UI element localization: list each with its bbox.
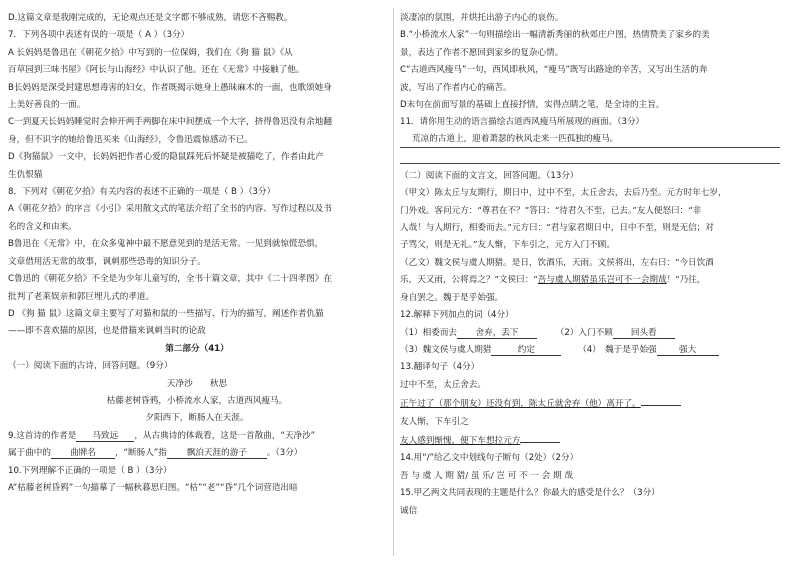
q9-answer-author: 马致远 bbox=[76, 430, 134, 442]
q8-option-d-line1: D 《狗 猫 鼠》这篇文章主要写了对猫和鼠的一些描写、行为的描写，阐述作者仇猫 bbox=[8, 308, 324, 319]
q8-option-c-line2: 批判了老莱娱亲和郭巨埋儿式的孝道。 bbox=[8, 291, 155, 302]
q8-option-d-line2: ——即不喜欢猫的原因，也是借猫来讽刺当时的论敌 bbox=[8, 326, 206, 337]
q11-stem: 11．请你用生动的语言描绘古道西风瘦马所展现的画面。（3分） bbox=[400, 117, 645, 128]
yi-line2-prefix: 乐，天又雨，公将焉之？”文侯曰：“ bbox=[400, 275, 538, 286]
q15-stem: 15.甲乙两文共同表现的主题是什么？你最大的感受是什么？（3分） bbox=[400, 488, 660, 499]
q9-middle2: ，“断肠人”指 bbox=[114, 448, 167, 459]
q13-stem: 13.翻译句子（4分） bbox=[400, 362, 480, 373]
q8-option-b-line2: 文章借用活无常的故事，讽刺那些恐毒的知识分子。 bbox=[8, 256, 206, 267]
q12-item4-answer: 强大 bbox=[657, 344, 719, 356]
q8-option-c-line1: C鲁迅的《朝花夕拾》不全是为少年儿童写的，全书十篇文章，其中《二十四孝图》在 bbox=[8, 274, 332, 285]
q12-item2-answer: 回头看 bbox=[613, 327, 675, 339]
yi-text-line1: （乙文）魏文侯与虞人期猎。是日，饮酒乐，天雨。文侯将出，左右曰：“今日饮酒 bbox=[400, 257, 714, 268]
column-divider bbox=[393, 8, 394, 556]
q9-prefix: 9.这首诗的作者是 bbox=[8, 430, 77, 441]
q8-option-b-line1: B鲁迅在《无常》中，在众多鬼神中最不愿意见到的是活无常。一见到就惊慌恐惧， bbox=[8, 239, 324, 250]
q7-option-c-line1: C一到夏天长妈妈睡觉时会伸开两手两脚在床中间摆成一个大字，挤得鲁迅没有余地翻 bbox=[8, 117, 332, 128]
q10-option-c-line2: 波，写出了作者内心的痛苦。 bbox=[400, 82, 512, 93]
q7-option-b-line1: B长妈妈是深受封建思想毒害的妇女，作者既揭示她身上愚昧麻木的一面，也歌颂她身 bbox=[8, 82, 332, 93]
q9-end: 。（3分） bbox=[266, 448, 303, 459]
section-two-heading: （二）阅读下面的文言文，回答问题。（13分） bbox=[400, 170, 579, 181]
q7-option-a-line2: 百草园到三味书屋》《阿长与山海经》中认识了他。还在《无常》中接触了他。 bbox=[8, 65, 305, 76]
q12-item4-label: （4） 魏于是乎始强 bbox=[578, 344, 657, 355]
part-two-heading: 第二部分（41） bbox=[165, 343, 229, 354]
jia-text-line4: 子骂父，则是无礼。”友人惭，下车引之，元方入门不顾。 bbox=[400, 240, 615, 251]
q7-stem: 7．下列各项中表述有误的一项是（ A ）（3分） bbox=[8, 30, 190, 41]
q14-answer: 吾 与 虞 人 期 猎/ 虽 乐/ 岂 可 不 一 会 期 哉 bbox=[400, 470, 573, 481]
yi-text-line2 bbox=[400, 272, 780, 289]
left-column bbox=[8, 10, 386, 497]
q11-answer: 荒凉的古道上，迎着萧瑟的秋风走来一匹孤独的瘦马。 bbox=[400, 132, 780, 148]
jia-text-line1: （甲文）陈太丘与友期行，期日中，过中不至，太丘舍去，去后乃至。元方时年七岁， bbox=[400, 188, 727, 199]
q12-item3-label: （3）魏文侯与虞人期猎 bbox=[400, 344, 492, 355]
yi-line2-end: ！”乃往， bbox=[666, 275, 706, 286]
q12-item1-answer: 舍弃，丢下 bbox=[457, 327, 537, 339]
poem-line-2: 夕阳西下，断肠人在天涯。 bbox=[145, 413, 249, 424]
jia-text-line3: 人哉！与人期行，相委而去。”元方曰：“君与家君期日中，日中不至，则是无信；对 bbox=[400, 223, 714, 234]
q10-option-b-line2: 景，表达了作者不愿回到家乡的复杂心情。 bbox=[400, 47, 564, 58]
q10-option-c-line1: C“古道西风瘦马”一句，西风即秋风，“瘦马”既写出路途的辛苦，又写出生活的奔 bbox=[400, 65, 708, 76]
q12-row1 bbox=[400, 325, 780, 342]
q13-answer1: 正午过了（那个朋友）还没有到，陈太丘就舍弃（他）离开了。 bbox=[400, 399, 641, 410]
q13-sentence2: 友人惭，下车引之 bbox=[400, 416, 469, 427]
q12-item3-answer: 约定 bbox=[491, 344, 561, 356]
q7-option-d-line2: 生仇恨猫 bbox=[8, 169, 43, 180]
right-column bbox=[400, 10, 780, 520]
q10-option-a-cont: 淡凄凉的氛围，并烘托出游子内心的哀伤。 bbox=[400, 13, 564, 23]
q11-answer-line2 bbox=[400, 148, 780, 164]
q10-option-d: D末句在前面写景的基础上直接抒情，实得点睛之笔，是全诗的主旨。 bbox=[400, 100, 665, 111]
q7-option-a-line1: A 长妈妈是鲁迅在《朝花夕拾》中写到的一位保姆，我们在《狗 猫 鼠》《从 bbox=[8, 47, 293, 58]
q13-sentence1: 过中不至，太丘舍去。 bbox=[400, 379, 486, 390]
q8-option-a-line2: 名的含义和由来。 bbox=[8, 221, 77, 232]
q12-row2 bbox=[400, 342, 780, 359]
q14-stem: 14.用“/”给乙文中划线句子断句（2处）（2分） bbox=[400, 453, 579, 464]
q13-answer1-row bbox=[400, 394, 780, 413]
poem-line-1: 枯藤老树昏鸦，小桥流水人家，古道西风瘦马。 bbox=[106, 395, 288, 406]
q13-answer2-blank bbox=[520, 431, 560, 443]
q12-stem: 12.解释下列加点的词（4分） bbox=[400, 310, 514, 321]
q13-answer2: 友人感到惭愧，便下车想拉元方 bbox=[400, 435, 521, 446]
yi-underlined-sentence: 吾与虞人期猎虽乐岂可不一会期哉 bbox=[537, 275, 667, 286]
q10-option-a: A“枯藤老树昏鸦”一句描摹了一幅秋暮思归图。“枯”“老”“昏”几个词营造出暗 bbox=[8, 482, 298, 493]
q9-line1 bbox=[8, 428, 386, 445]
q9-line2 bbox=[8, 445, 386, 462]
q8-stem: 8．下列对《朝花夕拾》有关内容的表述不正确的一项是（ B ）（3分） bbox=[8, 187, 276, 198]
section-one-heading: （一）阅读下面的古诗，回答问题。（9分） bbox=[8, 361, 173, 372]
q13-answer2-row bbox=[400, 431, 780, 450]
q8-option-a-line1: A《朝花夕拾》的序言《小引》采用散文式的笔法介绍了全书的内容、写作过程以及书 bbox=[8, 204, 332, 215]
q9-answer-qupai: 曲牌名 bbox=[51, 447, 115, 459]
q12-item2-label: （2）入门不顾 bbox=[555, 327, 613, 338]
q10-stem: 10.下列理解不正确的一项是（ B ）（3分） bbox=[8, 465, 172, 476]
q10-option-b-line1: B.“小桥流水人家”一句则描绘出一幅清新秀丽的秋郊庄户图，热情赞美了家乡的美 bbox=[400, 30, 710, 41]
q9-answer-duanchangren: 飘泊天涯的游子 bbox=[167, 447, 267, 459]
q13-answer1-blank bbox=[641, 394, 681, 406]
poem-title: 天净沙 秋思 bbox=[166, 378, 228, 389]
q9-middle: ，从古典诗的体裁看，这是一首散曲，“天净沙” bbox=[134, 430, 316, 441]
q7-option-c-line2: 身，但不识字的她给鲁迅买来《山海经》，令鲁迅震惊感动不已。 bbox=[8, 134, 253, 145]
yi-text-line3: 身自罢之。魏于是乎始强。 bbox=[400, 292, 504, 303]
q7-option-d-line1: D《狗猫鼠》一文中，长妈妈把作者心爱的隐鼠踩死后怀疑是被猫吃了，作者由此产 bbox=[8, 152, 324, 163]
q15-answer: 诚信 bbox=[400, 505, 418, 516]
q7-option-b-line2: 上美好善良的一面。 bbox=[8, 100, 86, 111]
q9-prefix2: 属于曲中的 bbox=[8, 448, 51, 459]
q6-option-d: D.这篇文章是我刚完成的，无论观点还是文字都不够成熟，请您不吝赐教。 bbox=[8, 13, 293, 23]
jia-text-line2: 门外戏。客问元方：“尊君在不？”答曰：“待君久不至，已去。”友人便怒曰：“非 bbox=[400, 205, 702, 216]
q12-item1-label: （1）相委而去 bbox=[400, 327, 458, 338]
